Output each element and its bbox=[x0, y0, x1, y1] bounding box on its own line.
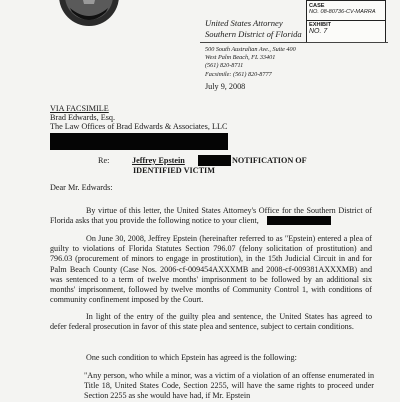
paragraph-4-text: One such condition to which Epstein has agreed is the following: bbox=[86, 353, 297, 362]
paragraph-2-text: On June 30, 2008, Jeffrey Epstein (hereinafter referred to as "Epstein) entered a plea of guilty to violations of Florida Statutes Section 796.07 (felony solicitation of prostitution) and 796.03 (procurement of minors to engage in prostitution), in the 15th Judicial Circuit in and for Palm Beach County (Case Nos. 2006-cf-009454AXXXMB and 2008-cf-009381AXXXMB) and was sentenced to a term of twelve months' imprisonment to be followed by an additional six months' imprisonment, followed by twelve months of Community Control 1, with conditions of community confinement imposed by the Court. bbox=[50, 234, 372, 305]
redaction-subject bbox=[198, 155, 231, 166]
paragraph-4 bbox=[50, 353, 372, 363]
stamp-divider bbox=[307, 20, 385, 21]
salutation: Dear Mr. Edwards: bbox=[50, 183, 113, 192]
paragraph-1-text: By virtue of this letter, the United States Attorney's Office for the Southern District of Florida asks that you provide the following notice to your client, bbox=[50, 206, 372, 226]
subject-line bbox=[132, 156, 307, 175]
exhibit-label: EXHIBIT bbox=[309, 22, 332, 28]
address-city: West Palm Beach, FL 33401 bbox=[205, 54, 276, 62]
paragraph-3 bbox=[50, 312, 372, 332]
exhibit-stamp bbox=[306, 0, 386, 43]
doj-seal-icon bbox=[58, 0, 120, 28]
paragraph-2 bbox=[50, 234, 372, 305]
recipient-block bbox=[50, 113, 227, 131]
quoted-condition-text: "Any person, who while a minor, was a victim of a violation of an offense enumerated in Title 18, United States Code, Section 2255, will have the same rights to proceed under Section 2255 as she would have had, if Mr. Epstein bbox=[84, 371, 374, 401]
letter-date: July 9, 2008 bbox=[205, 82, 246, 91]
recipient-firm: The Law Offices of Brad Edwards & Associates, LLC bbox=[50, 122, 228, 132]
address-fax: Facsimile: (561) 820-8777 bbox=[205, 70, 272, 78]
address-phone: (561) 820-8711 bbox=[205, 62, 244, 70]
office-header bbox=[205, 18, 302, 39]
case-label: CASE bbox=[309, 3, 325, 9]
quoted-condition bbox=[84, 371, 374, 402]
paragraph-3-text: In light of the entry of the guilty plea and sentence, the United States has agreed to defer federal prosecution in favor of this state plea and sentence, subject to certain conditions. bbox=[50, 312, 372, 332]
re-label: Re: bbox=[98, 156, 110, 165]
subject-name: Jeffrey Epstein bbox=[132, 156, 185, 165]
office-district: Southern District of Florida bbox=[205, 28, 302, 39]
address-street: 500 South Australian Ave., Suite 400 bbox=[205, 46, 296, 53]
case-number: NO. 08-80736-CV-MARRA bbox=[309, 9, 376, 15]
redaction-client bbox=[267, 216, 331, 225]
subject-title-2: IDENTIFIED VICTIM bbox=[133, 165, 215, 175]
exhibit-number: NO. 7 bbox=[309, 28, 328, 35]
recipient-name: Brad Edwards, Esq. bbox=[50, 113, 116, 122]
office-address bbox=[205, 46, 296, 79]
office-name: United States Attorney bbox=[205, 18, 283, 28]
header-rule bbox=[200, 42, 388, 43]
redaction-address bbox=[50, 133, 228, 150]
subject-title: NOTIFICATION OF bbox=[232, 156, 307, 165]
delivery-method: VIA FACSIMILE bbox=[50, 104, 109, 113]
